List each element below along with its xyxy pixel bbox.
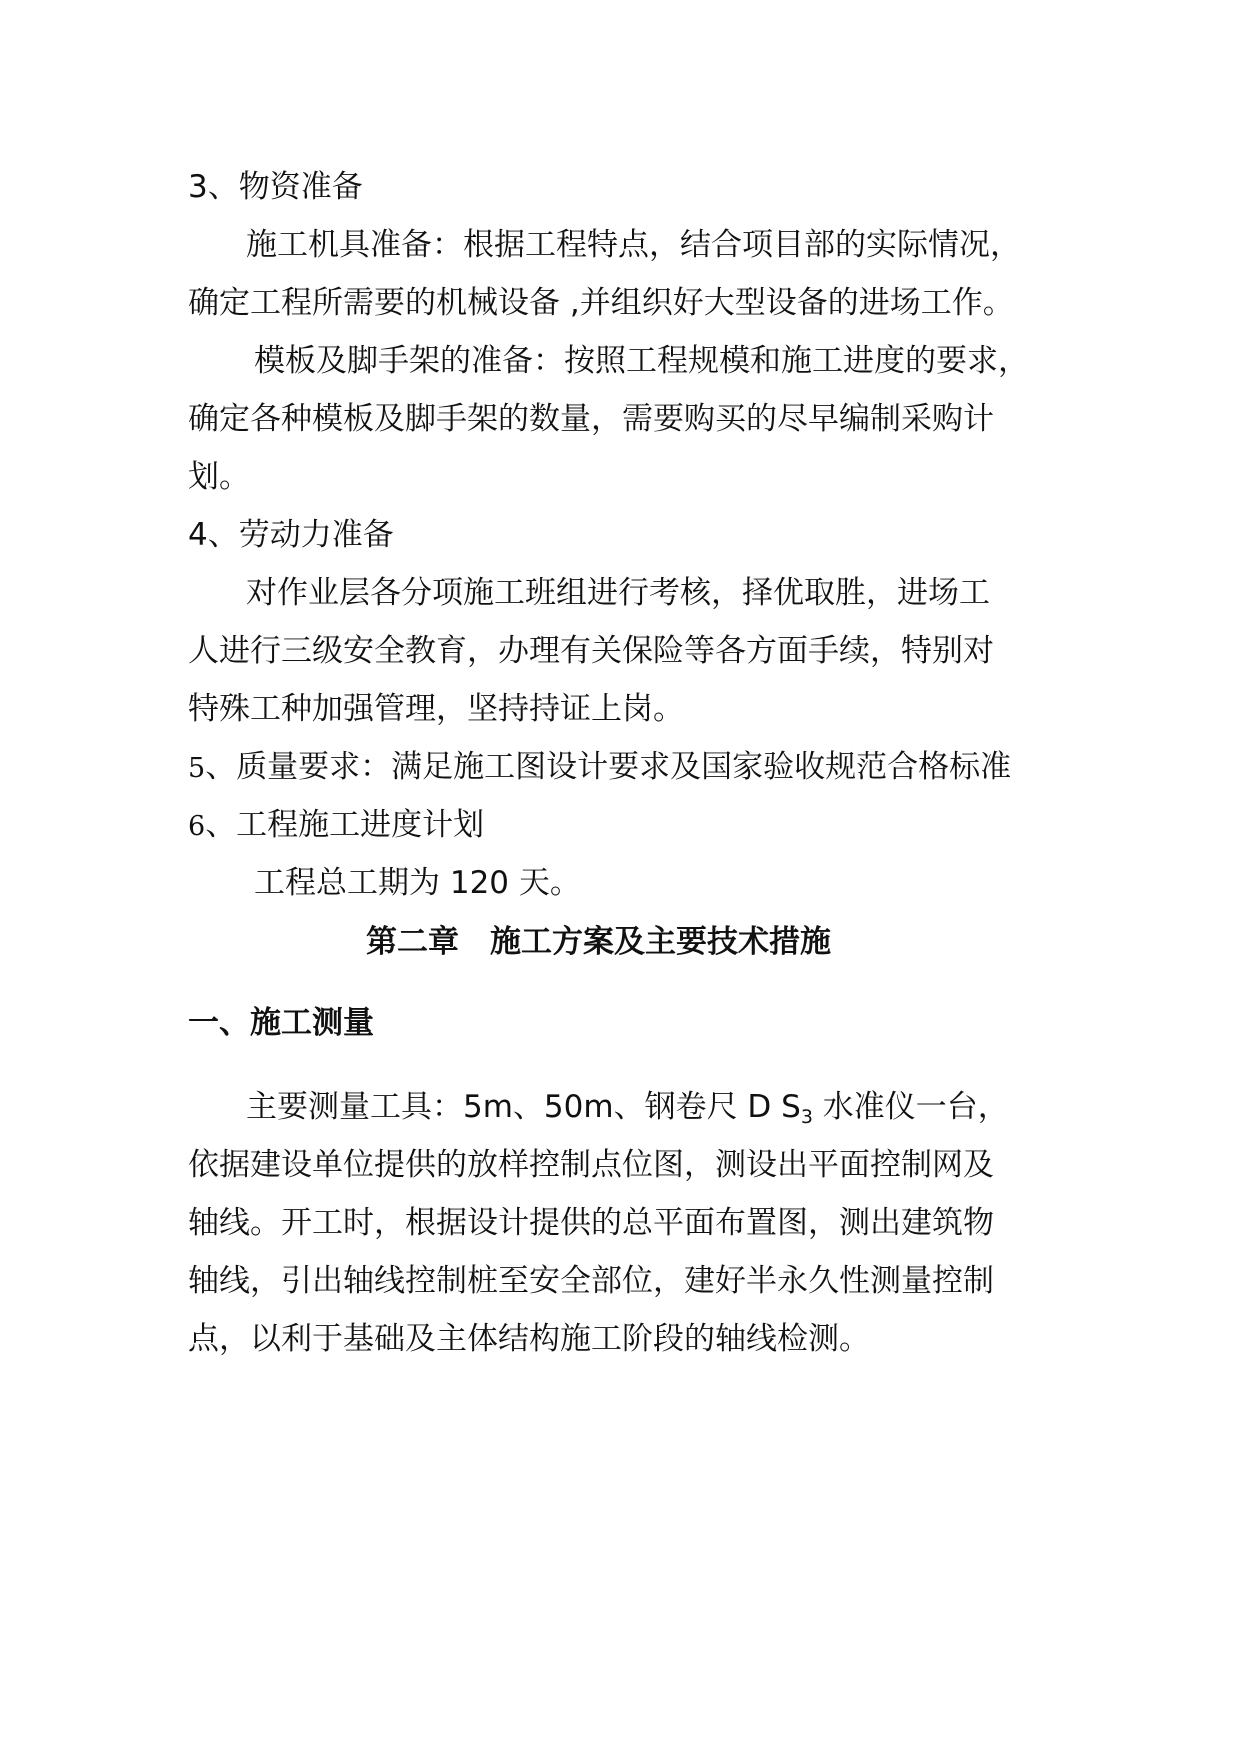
paragraph-line: 确定工程所需要的机械设备 ,并组织好大型设备的进场工作。	[188, 285, 1014, 321]
heading-quality	[188, 747, 1011, 789]
paragraph-line: 施工机具准备：根据工程特点，结合项目部的实际情况，	[246, 227, 1021, 263]
survey-text: 水准仪一台，	[812, 1089, 1009, 1125]
paragraph-line: 划。	[188, 459, 250, 495]
paragraph-line: 点，以利于基础及主体结构施工阶段的轴线检测。	[188, 1321, 870, 1357]
paragraph-line: 对作业层各分项施工班组进行考核，择优取胜，进场工	[246, 575, 990, 611]
subscript: 3	[800, 1106, 813, 1128]
paragraph-line: 轴线。开工时，根据设计提供的总平面布置图，测出建筑物	[188, 1205, 994, 1241]
paragraph-line: 工程总工期为 120 天。	[254, 865, 581, 901]
heading-labor-prep: 4、劳动力准备	[188, 517, 394, 553]
paragraph-line: 特殊工种加强管理，坚持持证上岗。	[188, 691, 684, 727]
paragraph-line	[246, 1087, 1009, 1137]
paragraph-line: 模板及脚手架的准备：按照工程规模和施工进度的要求，	[254, 343, 1029, 379]
paragraph-line: 确定各种模板及脚手架的数量，需要购买的尽早编制采购计	[188, 401, 994, 437]
heading-schedule	[188, 805, 484, 847]
chapter-title: 第二章 施工方案及主要技术措施	[366, 924, 831, 960]
section-title: 一、施工测量	[188, 1005, 374, 1041]
item-number: 6	[188, 811, 206, 842]
heading-material-prep: 3、物资准备	[188, 169, 363, 205]
paragraph-line: 人进行三级安全教育，办理有关保险等各方面手续，特别对	[188, 633, 994, 669]
item-text: 、质量要求：满足施工图设计要求及国家验收规范合格标准	[205, 749, 1012, 785]
survey-text: 主要测量工具：5m、50m、钢卷尺 D S	[246, 1089, 801, 1125]
item-text: 、工程施工进度计划	[205, 807, 485, 843]
paragraph-line: 轴线，引出轴线控制桩至安全部位，建好半永久性测量控制	[188, 1263, 994, 1299]
paragraph-line: 依据建设单位提供的放样控制点位图，测设出平面控制网及	[188, 1147, 994, 1183]
item-number: 5	[188, 753, 206, 784]
